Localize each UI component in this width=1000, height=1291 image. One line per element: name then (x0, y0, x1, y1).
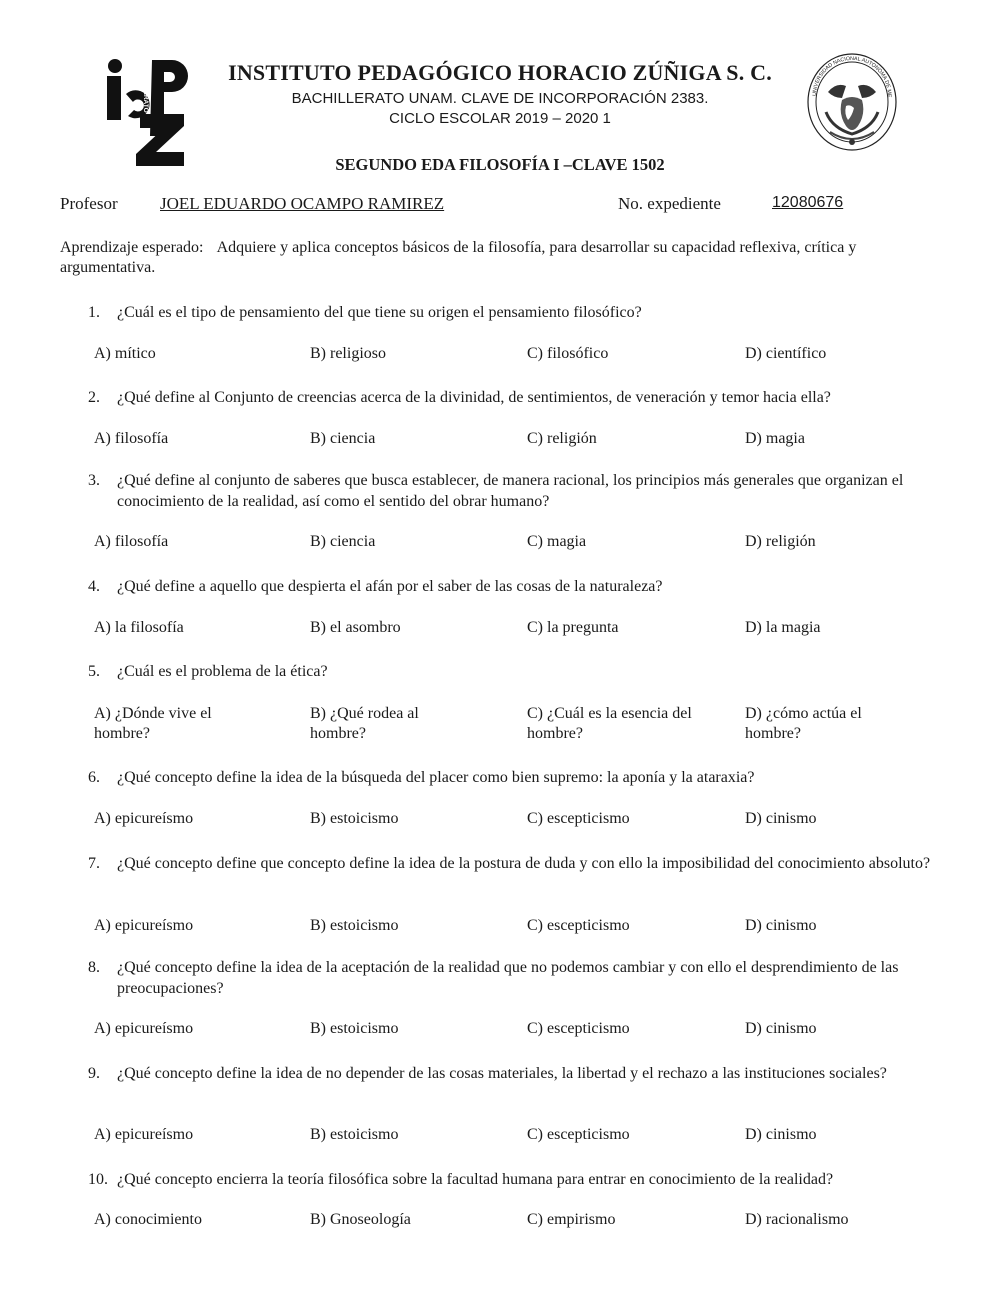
question-text: ¿Qué concepto define la idea de no depender de las cosas materiales, la libertad y el rechazo a las instituciones sociales? (117, 1065, 887, 1082)
option-d[interactable]: D) ¿cómo actúa el hombre? (745, 705, 862, 742)
option-d[interactable]: D) cinismo (745, 810, 817, 827)
question-number: 3. (88, 472, 100, 489)
question-text: ¿Qué concepto define la idea de la búsqueda del placer como bien supremo: la aponía y la ataraxia? (117, 769, 755, 786)
option-c[interactable]: C) ¿Cuál es la esencia del hombre? (527, 705, 692, 742)
logo-left-text: BACHILLERATO (142, 62, 149, 113)
option-c[interactable]: C) empirismo (527, 1211, 616, 1228)
option-b[interactable]: B) estoicismo (310, 1126, 399, 1143)
option-d[interactable]: D) cinismo (745, 1020, 817, 1037)
professor-name: JOEL EDUARDO OCAMPO RAMIREZ (160, 194, 445, 213)
option-a[interactable]: A) ¿Dónde vive el hombre? (94, 705, 212, 742)
question-text: ¿Qué define a aquello que despierta el afán por el saber de las cosas de la naturaleza? (117, 578, 663, 595)
question-number: 8. (88, 959, 100, 976)
option-c[interactable]: C) escepticismo (527, 1020, 630, 1037)
expediente-label: No. expediente (618, 194, 721, 213)
option-d[interactable]: D) cinismo (745, 917, 817, 934)
option-d[interactable]: D) religión (745, 533, 816, 550)
option-c[interactable]: C) filosófico (527, 345, 609, 362)
option-c[interactable]: C) escepticismo (527, 1126, 630, 1143)
question-text: ¿Cuál es el problema de la ética? (117, 663, 328, 680)
question-number: 2. (88, 389, 100, 406)
option-c[interactable]: C) magia (527, 533, 587, 550)
learning-objective-label: Aprendizaje esperado: (60, 239, 204, 256)
question-number: 5. (88, 663, 100, 680)
option-d[interactable]: D) racionalismo (745, 1211, 849, 1228)
question-number: 4. (88, 578, 100, 595)
question-number: 9. (88, 1065, 100, 1082)
question-number: 10. (88, 1171, 108, 1188)
school-logo (104, 56, 190, 168)
option-a[interactable]: A) epicureísmo (94, 917, 194, 934)
seal-text: UNIVERSIDAD NACIONAL AUTONOMA DE ME (811, 55, 893, 98)
option-c[interactable]: C) escepticismo (527, 917, 630, 934)
option-b[interactable]: B) estoicismo (310, 917, 399, 934)
option-c[interactable]: C) religión (527, 430, 597, 447)
school-cycle-line: CICLO ESCOLAR 2019 – 2020 1 (389, 110, 611, 127)
university-seal (806, 52, 898, 154)
option-a[interactable]: A) la filosofía (94, 619, 184, 636)
professor-label: Profesor (60, 194, 118, 213)
option-b[interactable]: B) estoicismo (310, 810, 399, 827)
option-a[interactable]: A) epicureísmo (94, 1126, 194, 1143)
svg-text:UNIVERSIDAD NACIONAL AUTONOMA (806, 52, 892, 98)
option-a[interactable]: A) mítico (94, 345, 156, 362)
option-d[interactable]: D) la magia (745, 619, 821, 636)
option-a[interactable]: A) epicureísmo (94, 810, 194, 827)
option-b[interactable]: B) ¿Qué rodea al hombre? (310, 705, 419, 742)
option-b[interactable]: B) ciencia (310, 430, 376, 447)
institute-name: INSTITUTO PEDAGÓGICO HORACIO ZÚÑIGA S. C. (228, 60, 772, 85)
option-b[interactable]: B) Gnoseología (310, 1211, 411, 1228)
option-d[interactable]: D) magia (745, 430, 805, 447)
option-b[interactable]: B) religioso (310, 345, 386, 362)
question-text: ¿Qué concepto define la idea de la aceptación de la realidad que no podemos cambiar y con ello el desprendimiento de las preocupaciones? (117, 959, 899, 997)
incorporation-line: BACHILLERATO UNAM. CLAVE DE INCORPORACIÓN 2383. (291, 90, 709, 107)
option-a[interactable]: A) filosofía (94, 430, 169, 447)
expediente-number: 12080676 (772, 194, 844, 211)
option-d[interactable]: D) cinismo (745, 1126, 817, 1143)
option-b[interactable]: B) el asombro (310, 619, 401, 636)
option-d[interactable]: D) científico (745, 345, 827, 362)
option-b[interactable]: B) ciencia (310, 533, 376, 550)
question-number: 6. (88, 769, 100, 786)
question-text: ¿Qué concepto encierra la teoría filosófica sobre la facultad humana para entrar en conocimiento de la realidad? (117, 1171, 834, 1188)
question-text: ¿Qué concepto define que concepto define la idea de la postura de duda y con ello la imposibilidad del conocimiento absoluto? (117, 855, 931, 872)
exam-title: SEGUNDO EDA FILOSOFÍA I –CLAVE 1502 (335, 155, 665, 174)
question-text: ¿Cuál es el tipo de pensamiento del que tiene su origen el pensamiento filosófico? (117, 304, 642, 321)
option-c[interactable]: C) escepticismo (527, 810, 630, 827)
option-a[interactable]: A) epicureísmo (94, 1020, 194, 1037)
question-number: 7. (88, 855, 100, 872)
learning-objective (60, 238, 945, 278)
option-a[interactable]: A) conocimiento (94, 1211, 202, 1228)
option-a[interactable]: A) filosofía (94, 533, 169, 550)
option-b[interactable]: B) estoicismo (310, 1020, 399, 1037)
option-c[interactable]: C) la pregunta (527, 619, 619, 636)
learning-objective-text: Adquiere y aplica conceptos básicos de la filosofía, para desarrollar su capacidad reflexiva, crítica y argumentativa. (60, 239, 857, 276)
question-text: ¿Qué define al conjunto de saberes que busca establecer, de manera racional, los principios más generales que organizan el conocimiento de la realidad, así como el sentido del obrar humano? (117, 472, 904, 510)
question-text: ¿Qué define al Conjunto de creencias acerca de la divinidad, de sentimientos, de veneración y temor hacia ella? (117, 389, 831, 406)
professor-row (60, 194, 960, 216)
question-number: 1. (88, 304, 100, 321)
